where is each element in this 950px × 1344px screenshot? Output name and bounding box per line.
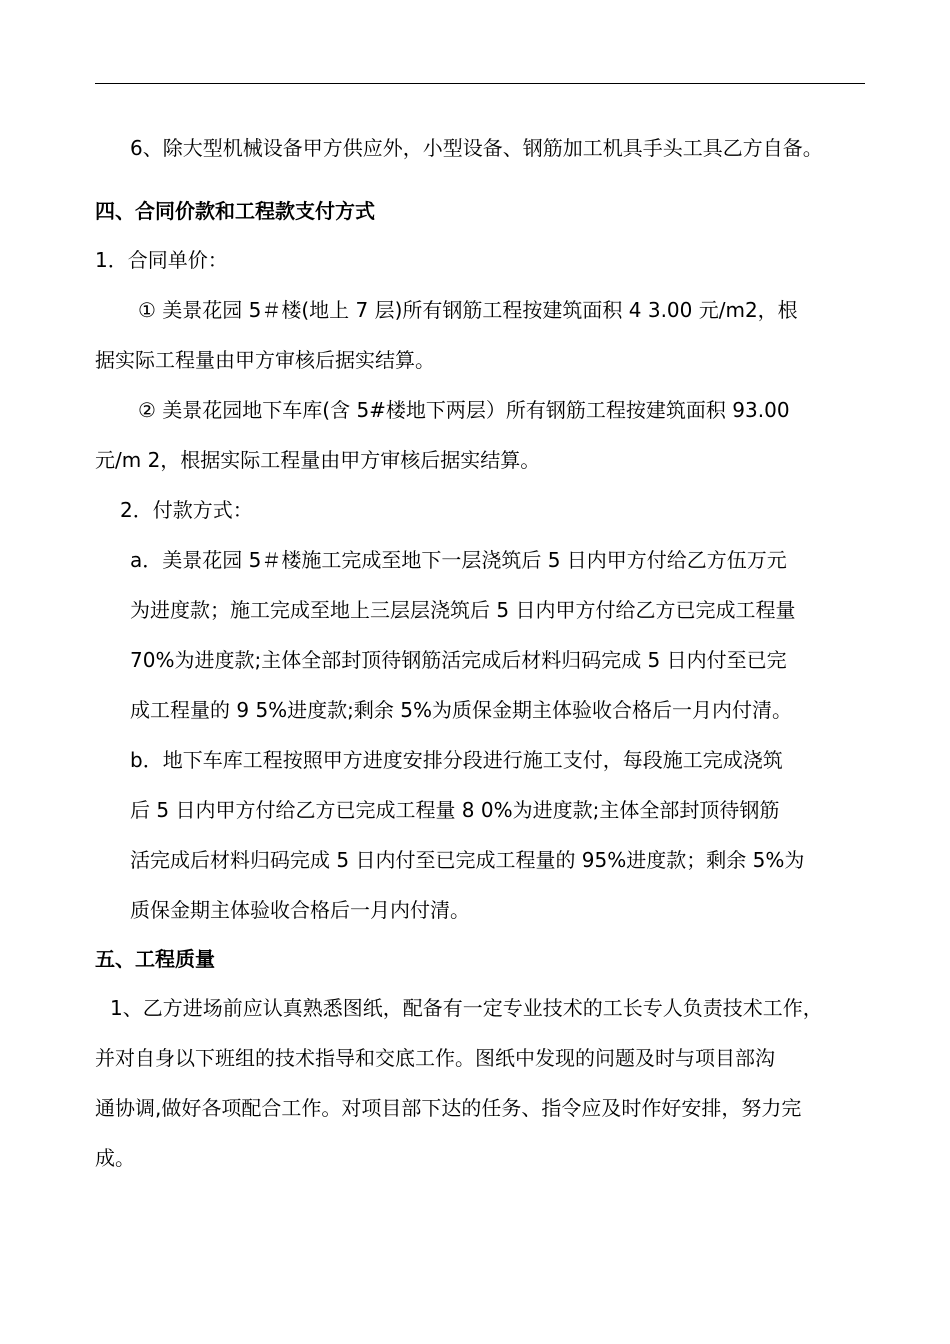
text-line-payment-a1: a．美景花园 5＃楼施工完成至地下一层浇筑后 5 日内甲方付给乙方伍万元 [130,548,787,572]
text-line-payment-a2: 为进度款；施工完成至地上三层层浇筑后 5 日内甲方付给乙方已完成工程量 [130,598,796,622]
text-line-payment-b1: b．地下车库工程按照甲方进度安排分段进行施工支付，每段施工完成浇筑 [130,748,783,772]
subheading-unit-price: 1．合同单价： [95,248,228,272]
text-line-quality-4: 成。 [95,1146,135,1170]
text-line-payment-b2: 后 5 日内甲方付给乙方已完成工程量 8 0%为进度款;主体全部封顶待钢筋 [130,798,780,822]
text-line-quality-2: 并对自身以下班组的技术指导和交底工作。图纸中发现的问题及时与项目部沟 [95,1046,775,1070]
header-rule [95,83,865,84]
text-line-quality-1: 1、乙方进场前应认真熟悉图纸，配备有一定专业技术的工长专人负责技术工作， [110,996,823,1020]
text-line-payment-a3: 70%为进度款;主体全部封顶待钢筋活完成后材料归码完成 5 日内付至已完 [130,648,787,672]
text-line-unit-price-1b: 据实际工程量由甲方审核后据实结算。 [95,348,435,372]
text-line-unit-price-2a: ② 美景花园地下车库(含 5#楼地下两层）所有钢筋工程按建筑面积 93.00 [138,398,790,422]
text-line-payment-a4: 成工程量的 9 5%进度款;剩余 5%为质保金期主体验收合格后一月内付清。 [130,698,792,722]
text-line-payment-b4: 质保金期主体验收合格后一月内付清。 [130,898,470,922]
text-line-unit-price-1a: ① 美景花园 5＃楼(地上 7 层)所有钢筋工程按建筑面积 4 3.00 元/m2，根 [138,298,798,322]
subheading-payment-method: 2．付款方式： [120,498,253,522]
section-heading-quality: 五、工程质量 [95,947,215,971]
text-line-quality-3: 通协调,做好各项配合工作。对项目部下达的任务、指令应及时作好安排，努力完 [95,1096,802,1120]
text-line-equipment: 6、除大型机械设备甲方供应外，小型设备、钢筋加工机具手头工具乙方自备。 [130,136,823,160]
section-heading-payment: 四、合同价款和工程款支付方式 [95,199,375,223]
text-line-payment-b3: 活完成后材料归码完成 5 日内付至已完成工程量的 95%进度款；剩余 5%为 [130,848,805,872]
text-line-unit-price-2b: 元/m 2，根据实际工程量由甲方审核后据实结算。 [95,448,541,472]
